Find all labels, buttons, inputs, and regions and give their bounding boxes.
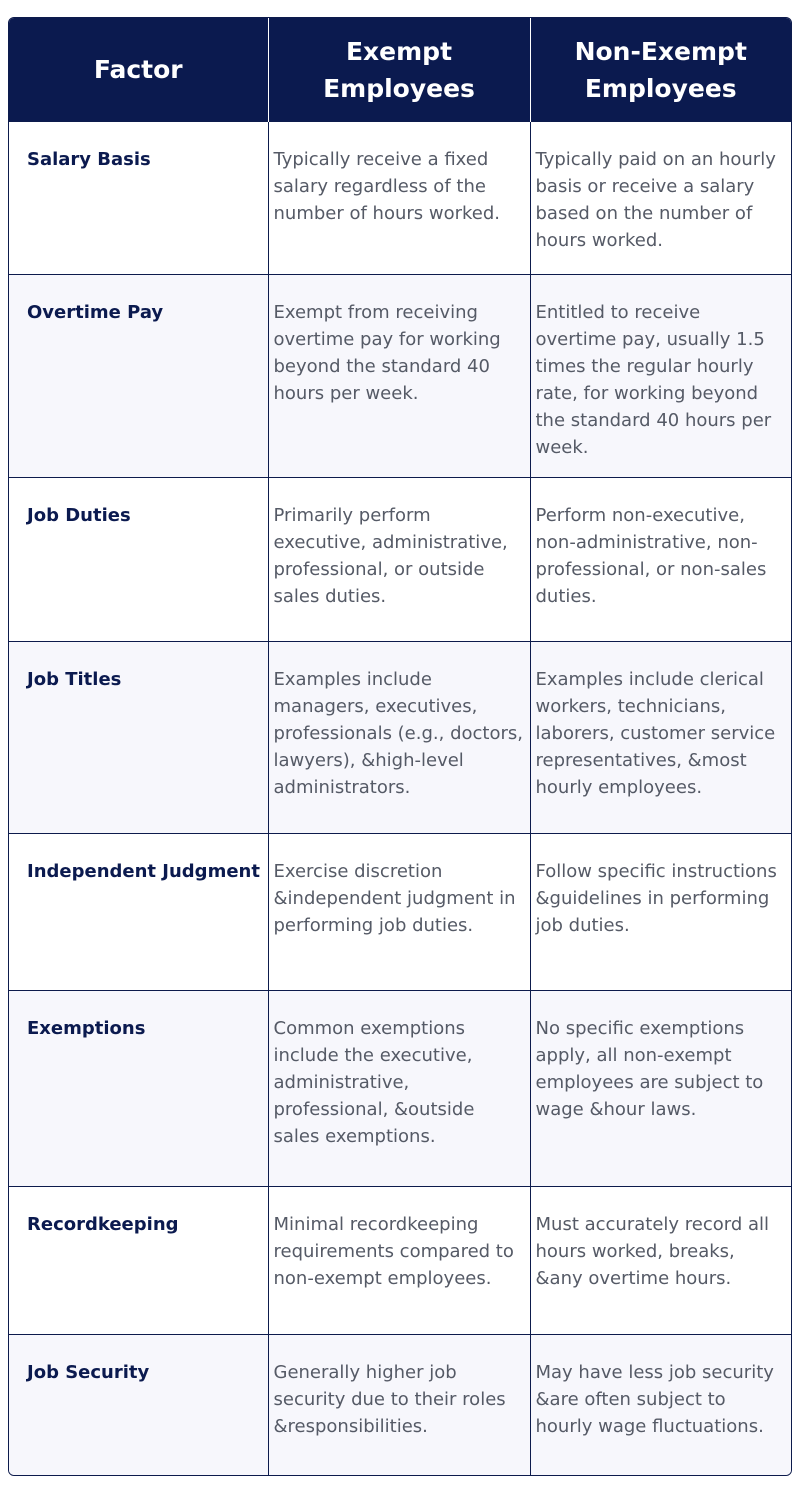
- factor-cell: Overtime Pay: [9, 275, 268, 478]
- table-row: [9, 1335, 791, 1477]
- table-row: [9, 642, 791, 834]
- header-exempt: Exempt Employees: [268, 18, 530, 122]
- header-factor: Factor: [9, 18, 268, 122]
- non-exempt-cell: Examples include clerical workers, technicians, laborers, customer service representatives, &most hourly employees.: [530, 642, 791, 834]
- exempt-cell: Examples include managers, executives, professionals (e.g., doctors, lawyers), &high-level administrators.: [268, 642, 530, 834]
- table-header-row: [9, 18, 791, 122]
- exempt-cell: Generally higher job security due to their roles &responsibilities.: [268, 1335, 530, 1477]
- comparison-table-container: [8, 17, 792, 1476]
- non-exempt-cell: Follow specific instructions &guidelines in performing job duties.: [530, 834, 791, 991]
- factor-cell: Exemptions: [9, 991, 268, 1187]
- factor-cell: Recordkeeping: [9, 1187, 268, 1335]
- table-row: [9, 122, 791, 275]
- non-exempt-cell: May have less job security &are often subject to hourly wage fluctuations.: [530, 1335, 791, 1477]
- table-row: [9, 1187, 791, 1335]
- factor-cell: Salary Basis: [9, 122, 268, 275]
- factor-cell: Job Security: [9, 1335, 268, 1477]
- comparison-table: [9, 18, 791, 1476]
- non-exempt-cell: Entitled to receive overtime pay, usually 1.5 times the regular hourly rate, for working beyond the standard 40 hours per week.: [530, 275, 791, 478]
- exempt-cell: Minimal recordkeeping requirements compared to non-exempt employees.: [268, 1187, 530, 1335]
- table-row: [9, 478, 791, 642]
- exempt-cell: Common exemptions include the executive, administrative, professional, &outside sales exemptions.: [268, 991, 530, 1187]
- exempt-cell: Typically receive a fixed salary regardless of the number of hours worked.: [268, 122, 530, 275]
- non-exempt-cell: Typically paid on an hourly basis or receive a salary based on the number of hours worked.: [530, 122, 791, 275]
- factor-cell: Job Titles: [9, 642, 268, 834]
- exempt-cell: Primarily perform executive, administrative, professional, or outside sales duties.: [268, 478, 530, 642]
- header-non-exempt: Non-Exempt Employees: [530, 18, 791, 122]
- exempt-cell: Exercise discretion &independent judgment in performing job duties.: [268, 834, 530, 991]
- non-exempt-cell: Perform non-executive, non-administrative, non-professional, or non-sales duties.: [530, 478, 791, 642]
- non-exempt-cell: Must accurately record all hours worked, breaks, &any overtime hours.: [530, 1187, 791, 1335]
- exempt-cell: Exempt from receiving overtime pay for working beyond the standard 40 hours per week.: [268, 275, 530, 478]
- table-row: [9, 834, 791, 991]
- factor-cell: Independent Judgment: [9, 834, 268, 991]
- non-exempt-cell: No specific exemptions apply, all non-exempt employees are subject to wage &hour laws.: [530, 991, 791, 1187]
- table-row: [9, 275, 791, 478]
- table-row: [9, 991, 791, 1187]
- factor-cell: Job Duties: [9, 478, 268, 642]
